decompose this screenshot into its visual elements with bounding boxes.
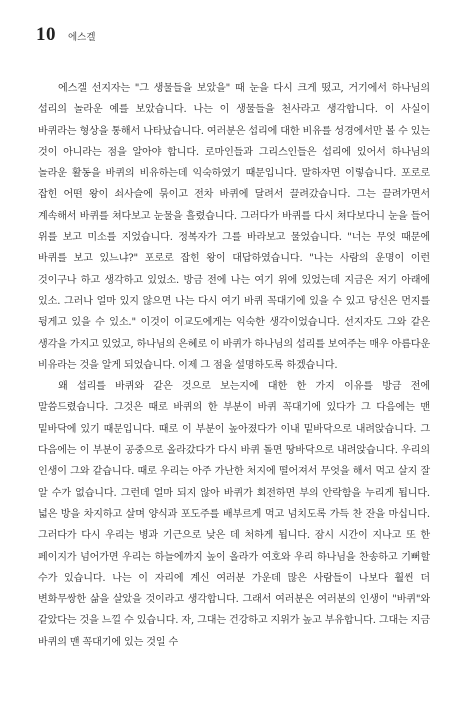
page-header [36, 24, 96, 46]
paragraph-2: 왜 섭리를 바퀴와 같은 것으로 보는지에 대한 한 가지 이유를 방금 전에 말씀드렸습니다. 그것은 때로 바퀴의 한 부분이 바퀴 꼭대기에 있다가 그 다음에는 맨 밑바닥에 있기 때문입니다. 때로 이 부분이 높아졌다가 이내 밑바닥으로 내려앉습니다. 그 다음에는 이 부분이 공중으로 올라갔다가 다시 바퀴 돌면 땅바닥으로 내려앉습니다. 우리의 인생이 그와 같습니다. 때로 우리는 아주 가난한 처지에 떨어져서 무엇을 해서 먹고 살지 잘 알 수가 없습니다. 그런데 얼마 되지 않아 바퀴가 회전하면 부의 안락함을 누리게 됩니다. 넓은 방을 차지하고 살며 양식과 포도주를 배부르게 먹고 넘치도록 가득 찬 잔을 마십니다. 그러다가 다시 우리는 병과 기근으로 낮은 데 처하게 됩니다. 잠시 시간이 지나고 또 한 페이지가 넘어가면 우리는 하늘에까지 높이 올라가 여호와 우리 하나님을 찬송하고 기뻐할 수가 있습니다. 나는 이 자리에 계신 여러분 가운데 많은 사람들이 나보다 훨씬 더 변화무쌍한 삶을 살았을 것이라고 생각합니다. 그래서 여러분은 여러분의 인생이 "바퀴"와 같았다는 것을 느낄 수 있습니다. 자, 그대는 건강하고 지위가 높고 부유합니다. 그대는 지금 바퀴의 맨 꼭대기에 있는 것일 수 [38, 381, 430, 648]
running-head: 에스겔 [68, 32, 96, 43]
paragraph-1: 에스겔 선지자는 "그 생물들을 보았을" 때 눈을 다시 크게 떴고, 거기에서 하나님의 섭리의 놀라운 예를 보았습니다. 나는 이 생물들을 천사라고 생각합니다. 이 사실이 바퀴라는 형상을 통해서 나타났습니다. 여러분은 섭리에 대한 비유를 성경에서만 볼 수 있는 것이 아니라는 점을 알아야 합니다. 로마인들과 그리스인들은 섭리에 있어서 하나님의 놀라운 활동을 바퀴의 비유하는데 익숙하였기 때문입니다. 말하자면 이렇습니다. 포로로 잡힌 어떤 왕이 쇠사슬에 묶이고 전차 바퀴에 달려서 끌려갔습니다. 그는 끌려가면서 계속해서 바퀴를 쳐다보고 눈물을 흘렸습니다. 그러다가 바퀴를 다시 쳐다보다니 눈을 들어 위를 보고 미소를 지었습니다. 정복자가 그를 바라보고 물었습니다. "너는 무엇 때문에 바퀴를 보고 있느냐?" 포로로 잡힌 왕이 대답하였습니다. "나는 사람의 운명이 이런 것이구나 하고 생각하고 있었소. 방금 전에 나는 여기 위에 있었는데 지금은 저기 아래에 있소. 그러나 얼마 있지 않으면 나는 다시 여기 바퀴 꼭대기에 있을 수 있고 당신은 먼지를 뒹게고 있을 수 있소." 이것이 이교도에게는 익숙한 생각이었습니다. 선지자도 그와 같은 생각을 가지고 있었고, 하나님의 은혜로 이 바퀴가 하나님의 섭리를 보여주는 매우 아름다운 비유라는 것을 알게 되었습니다. 이제 그 점을 설명하도록 하겠습니다. [38, 83, 430, 371]
page-number: 10 [36, 24, 56, 45]
body-text [38, 78, 430, 653]
